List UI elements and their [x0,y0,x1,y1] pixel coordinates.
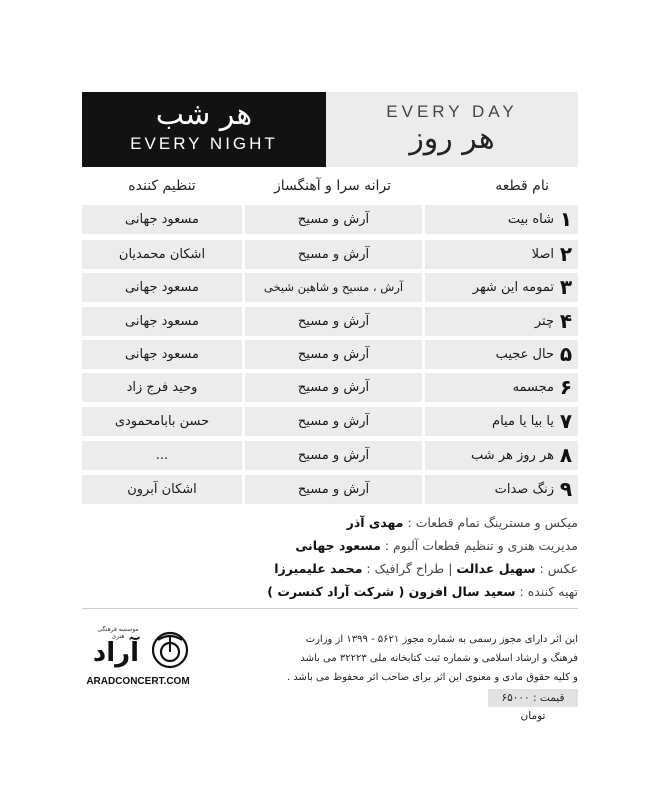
credit-photo-label: عکس : [535,561,578,576]
album-title-day [326,92,578,167]
credit-separator: | [444,561,457,576]
arad-logo-icon [150,630,190,670]
track-row [82,240,578,269]
credit-art [200,538,578,553]
logo-url: ARADCONCERT.COM [86,676,190,687]
track-arranger: مسعود جهانی [125,280,199,295]
track-arranger: وحید فرج زاد [126,380,198,395]
credit-photo-graphic [200,561,578,576]
credit-mix-name: مهدی آذر [346,515,404,530]
credit-producer [200,584,578,599]
track-number: ۴ [559,309,573,333]
track-number: ۹ [559,477,573,501]
track-row [82,273,578,302]
track-title: هر روز هر شب [471,448,554,463]
track-title: یا بیا یا میام [492,414,554,429]
credit-graphic-label: طراح گرافیک : [362,561,445,576]
track-row [82,205,578,234]
album-title-night [82,92,326,167]
logo-wordmark: آراد [92,638,140,668]
credit-graphic-name: محمد علیمیرزا [274,561,363,576]
track-lyricist: آرش و مسیح [297,448,370,463]
track-title: زنگ صدات [494,482,554,497]
title-night-en: EVERY NIGHT [130,134,278,153]
track-row [82,340,578,369]
title-day-en: EVERY DAY [386,102,518,121]
credit-mix-label: میکس و مسترینگ تمام قطعات : [403,515,578,530]
credit-producer-name: سعید سال افزون ( شرکت آراد کنسرت ) [267,584,516,599]
legal-line-2: فرهنگ و ارشاد اسلامی و شماره ثبت کتابخانه ملی ۳۲۲۲۳ می باشد [300,653,578,664]
track-number: ۶ [559,375,573,399]
track-lyricist: آرش و مسیح [297,414,370,429]
column-header-lyric: ترانه سرا و آهنگساز [273,178,392,194]
credit-art-name: مسعود جهانی [295,538,381,553]
track-lyricist: آرش و مسیح [297,314,370,329]
track-arranger: حسن بابامحمودی [114,414,210,429]
track-lyricist: آرش ، مسیح و شاهین شیخی [263,280,404,294]
track-title: چتر [534,314,554,329]
track-number: ۷ [559,409,573,433]
track-arranger: اشکان محمدیان [118,247,206,262]
logo-subtitle: موسسه فرهنگی هنری [97,626,139,640]
track-row [82,373,578,402]
legal-line-3: و کلیه حقوق مادی و معنوی این اثر برای صاحب اثر محفوظ می باشد . [286,672,578,683]
track-number: ۲ [559,242,573,266]
track-row [82,307,578,336]
credit-art-label: مدیریت هنری و تنظیم قطعات آلبوم : [380,538,578,553]
track-lyricist: آرش و مسیح [297,212,370,227]
legal-line-1: این اثر دارای مجوز رسمی به شماره مجوز ۵۶۲۱ - ۱۳۹۹ از وزارت [305,634,578,645]
title-night-fa: هر شب [155,97,253,132]
track-number: ۳ [559,275,573,299]
track-arranger: اشکان آبرون [127,482,197,497]
track-lyricist: آرش و مسیح [297,247,370,262]
price-badge: قیمت : ۶۵۰۰۰ تومان [488,689,578,707]
track-title: حال عجیب [495,347,554,362]
credit-mix [200,515,578,530]
credit-photo-name: سهیل عدالت [456,561,536,576]
track-lyricist: آرش و مسیح [297,380,370,395]
column-header-title: نام قطعه [495,178,549,194]
column-header-arranger: تنظیم کننده [128,178,196,194]
track-row [82,441,578,470]
track-number: ۱ [559,207,573,231]
track-arranger: ... [155,448,169,463]
track-title: تمومه این شهر [472,280,554,295]
track-title: اصلا [531,247,554,262]
divider [82,608,578,609]
track-number: ۵ [559,342,573,366]
track-arranger: مسعود جهانی [125,347,199,362]
credit-producer-label: تهیه کننده : [515,584,578,599]
track-title: شاه بیت [507,212,554,227]
track-number: ۸ [559,443,573,467]
track-lyricist: آرش و مسیح [297,482,370,497]
track-title: مجسمه [512,380,554,395]
track-lyricist: آرش و مسیح [297,347,370,362]
track-arranger: مسعود جهانی [125,314,199,329]
title-day-fa: هر روز [409,121,495,156]
track-row [82,475,578,504]
track-arranger: مسعود جهانی [125,212,199,227]
track-row [82,407,578,436]
